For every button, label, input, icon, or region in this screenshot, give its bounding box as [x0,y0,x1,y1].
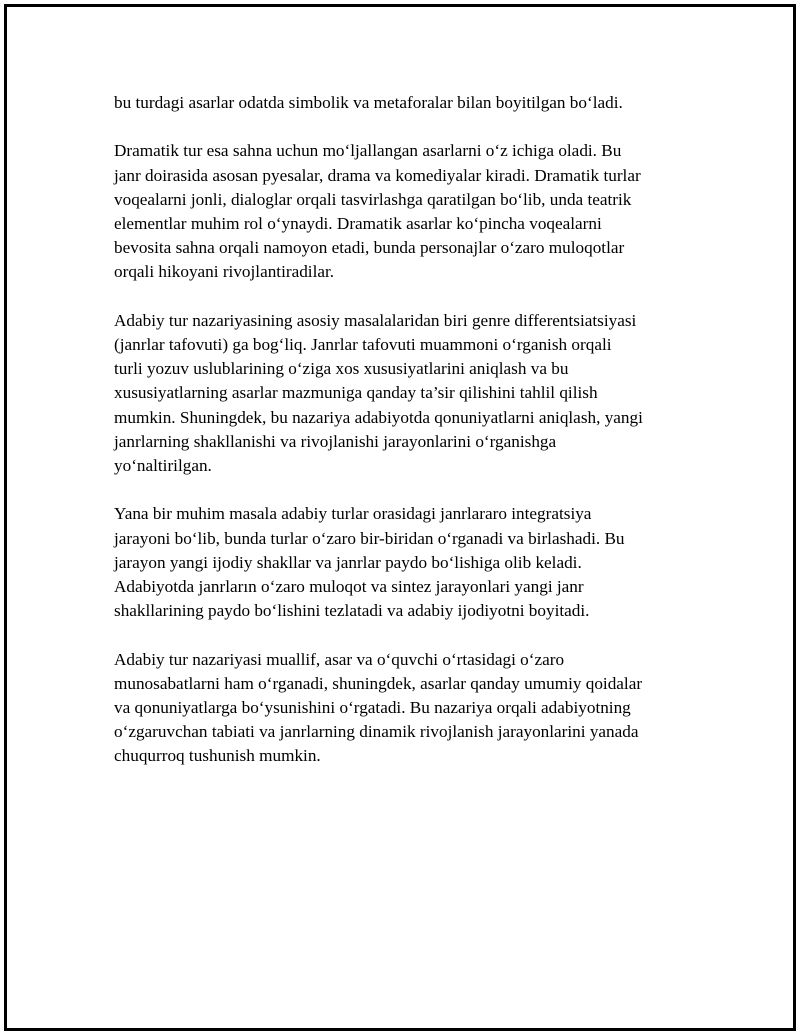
text-line: voqealarni jonli, dialoglar orqali tasvirlashga qaratilgan bo‘lib, unda teatrik [114,189,632,209]
text-line: va qonuniyatlarga bo‘ysunishini o‘rgatadi. Bu nazariya orqali adabiyotning [114,698,631,718]
text-line: bu turdagi asarlar odatda simbolik va metaforalar bilan boyitilgan bo‘ladi. [114,93,623,112]
text-line: turli yozuv uslublarining o‘ziga xos xususiyatlarini aniqlash va bu [114,359,569,379]
text-line: Adabiyotda janrların o‘zaro muloqot va sintez jarayonlari yangi janr [114,577,584,597]
text-line: o‘zgaruvchan tabiati va janrlarning dinamik rivojlanish jarayonlarini yanada [114,722,639,742]
text-line: Adabiy tur nazariyasi muallif, asar va o‘quvchi o‘rtasidagi o‘zaro [114,649,565,669]
text-line: xususiyatlarning asarlar mazmuniga qanday ta’sir qilishini tahlil qilish [114,383,598,403]
text-line: jarayon yangi ijodiy shakllar va janrlar paydo bo‘lishiga olib keladi. [114,552,582,572]
text-line: janrlarning shakllanishi va rivojlanishi jarayonlarini o‘rganishga [114,431,557,451]
paragraph-2 [114,139,694,284]
text-line: janr doirasida asosan pyesalar, drama va komediyalar kiradi. Dramatik turlar [114,165,641,185]
text-line: bevosita sahna orqali namoyon etadi, bunda personajlar o‘zaro muloqotlar [114,238,625,258]
text-line: elementlar muhim rol o‘ynaydi. Dramatik asarlar ko‘pincha voqealarni [114,214,602,233]
text-line: Adabiy tur nazariyasining asosiy masalalaridan biri genre differentsiatsiyasi [114,310,637,330]
paragraph-4 [114,502,694,623]
paragraph-3 [114,309,694,478]
text-line: mumkin. Shuningdek, bu nazariya adabiyotda qonuniyatlarni aniqlash, yangi [114,407,643,427]
text-line: chuqurroq tushunish mumkin. [114,746,321,766]
text-line: (janrlar tafovuti) ga bog‘liq. Janrlar tafovuti muammoni o‘rganish orqali [114,335,612,354]
text-line: jarayoni bo‘lib, bunda turlar o‘zaro bir-biridan o‘rganadi va birlashadi. Bu [114,528,625,548]
text-line: shakllarining paydo bo‘lishini tezlatadi va adabiy ijodiyotni boyitadi. [114,601,590,621]
text-line: munosabatlarni ham o‘rganadi, shuningdek, asarlar qanday umumiy qoidalar [114,673,643,693]
text-line: orqali hikoyani rivojlantiradilar. [114,262,335,282]
text-line: yo‘naltirilgan. [114,456,212,476]
paragraph-5 [114,648,694,769]
document-body [114,91,694,793]
text-line: Yana bir muhim masala adabiy turlar orasidagi janrlararo integratsiya [114,504,592,524]
paragraph-1 [114,91,694,115]
text-line: Dramatik tur esa sahna uchun mo‘ljallangan asarlarni o‘z ichiga oladi. Bu [114,141,622,161]
